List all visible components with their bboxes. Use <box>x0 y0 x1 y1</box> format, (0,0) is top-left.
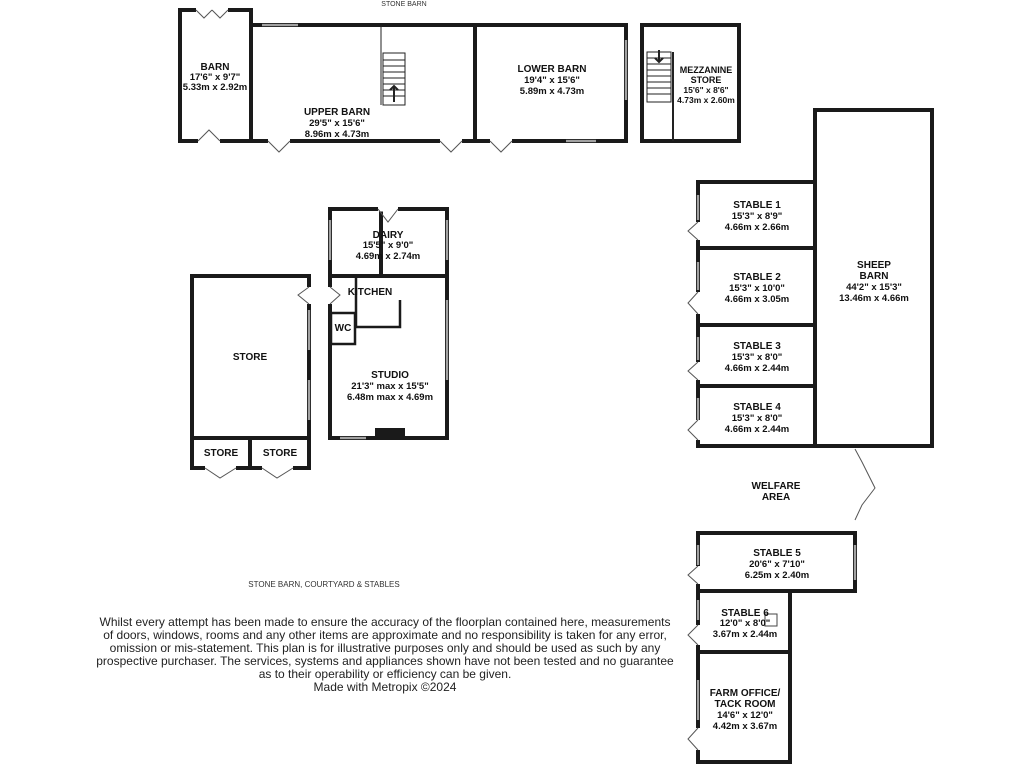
disclaimer-line: prospective purchaser. The services, systems and appliances shown have not been tested and no guarantee <box>96 654 674 668</box>
room-metric: 13.46m x 4.66m <box>839 293 909 304</box>
room-name: DAIRY <box>372 230 404 241</box>
room-name-2: STORE <box>690 75 722 85</box>
room-name: SHEEP <box>857 260 891 271</box>
room-metric: 4.42m x 3.67m <box>712 721 778 732</box>
welfare-label <box>752 481 801 503</box>
room-name: STABLE 4 <box>733 402 781 413</box>
room-imperial: 14'6" x 12'0" <box>717 710 773 721</box>
room-metric: 4.66m x 2.44m <box>724 363 790 374</box>
store-main-label: STORE <box>232 352 268 363</box>
room-name-2: BARN <box>859 271 889 282</box>
room-metric: 6.25m x 2.40m <box>744 570 810 581</box>
disclaimer-line: Whilst every attempt has been made to ensure the accuracy of the floorplan contained here, measurements <box>99 615 671 629</box>
room-imperial: 15'3" x 8'0" <box>731 352 783 363</box>
room-name: WELFARE <box>751 481 801 492</box>
room-name: MEZZANINE <box>679 65 733 75</box>
room-imperial: 12'0" x 8'0" <box>719 618 771 629</box>
room-name-2: AREA <box>761 492 791 503</box>
stove-icon <box>375 428 405 438</box>
room-name-2: TACK ROOM <box>714 699 776 710</box>
room-name: STABLE 6 <box>721 608 769 619</box>
room-metric: 4.73m x 2.60m <box>677 95 735 105</box>
store-right-label: STORE <box>262 448 298 459</box>
room-name: STABLE 3 <box>733 341 781 352</box>
room-metric: 4.66m x 2.44m <box>724 424 790 435</box>
studio-walls <box>330 276 447 438</box>
dairy-label <box>356 230 420 262</box>
disclaimer <box>80 616 690 694</box>
room-metric: 8.96m x 4.73m <box>304 129 370 140</box>
room-name: UPPER BARN <box>303 107 371 118</box>
room-name: LOWER BARN <box>517 64 587 75</box>
room-imperial: 17'6" x 9'7" <box>189 72 241 83</box>
sheep-barn-label <box>839 260 909 304</box>
room-imperial: 44'2" x 15'3" <box>846 282 902 293</box>
disclaimer-line: as to their operability or efficiency can be given. <box>258 667 512 681</box>
room-metric: 4.66m x 2.66m <box>724 222 790 233</box>
room-metric: 4.66m x 3.05m <box>724 294 790 305</box>
farm-office-label <box>710 688 781 732</box>
stable-2-label <box>725 272 789 305</box>
studio-label <box>347 370 433 403</box>
stable-6-label <box>713 608 777 640</box>
disclaimer-line: omission or mis-statement. This plan is for illustrative purposes only and should be used as such by any <box>109 641 661 655</box>
credit: Made with Metropix ©2024 <box>313 680 457 694</box>
stable-1-label <box>725 200 789 233</box>
room-imperial: 15'3" x 8'9" <box>731 211 783 222</box>
barn-label <box>183 62 247 93</box>
room-imperial: 29'5" x 15'6" <box>309 118 365 129</box>
staircase-mezzanine <box>647 50 673 141</box>
stable-5-label <box>745 548 809 581</box>
room-imperial: 15'6" x 8'6" <box>683 85 729 95</box>
room-name: BARN <box>200 62 230 73</box>
store-left-label: STORE <box>203 448 239 459</box>
stable-4-label <box>725 402 789 435</box>
room-metric: 5.33m x 2.92m <box>182 82 248 93</box>
room-imperial: 21'3" max x 15'5" <box>351 381 429 392</box>
room-imperial: 15'5" x 9'0" <box>362 240 414 251</box>
kitchen-walls <box>356 276 400 327</box>
mezzanine-label <box>677 65 735 105</box>
room-imperial: 15'3" x 10'0" <box>729 283 785 294</box>
wc-label: WC <box>334 323 352 334</box>
room-name: FARM OFFICE/ <box>709 688 781 699</box>
kitchen-label: KITCHEN <box>347 287 393 298</box>
room-metric: 3.67m x 2.44m <box>712 629 778 640</box>
staircase-upper-barn <box>381 25 405 105</box>
room-metric: 5.89m x 4.73m <box>519 86 585 97</box>
room-imperial: 15'3" x 8'0" <box>731 413 783 424</box>
room-imperial: 20'6" x 7'10" <box>749 559 805 570</box>
lower-barn-label <box>518 64 587 97</box>
disclaimer-line: of doors, windows, rooms and any other items are approximate and no responsibility is taken for any error, <box>103 628 667 642</box>
top-heading: STONE BARN <box>381 1 427 8</box>
room-name: STABLE 5 <box>753 548 801 559</box>
room-imperial: 19'4" x 15'6" <box>524 75 580 86</box>
room-metric: 4.69m x 2.74m <box>355 251 421 262</box>
room-name: STABLE 1 <box>733 200 781 211</box>
upper-barn-label <box>304 107 370 140</box>
stable-3-label <box>725 341 789 374</box>
room-name: STUDIO <box>371 370 409 381</box>
room-metric: 6.48m max x 4.69m <box>346 392 434 403</box>
bottom-heading: STONE BARN, COURTYARD & STABLES <box>248 580 400 589</box>
room-name: STABLE 2 <box>733 272 781 283</box>
